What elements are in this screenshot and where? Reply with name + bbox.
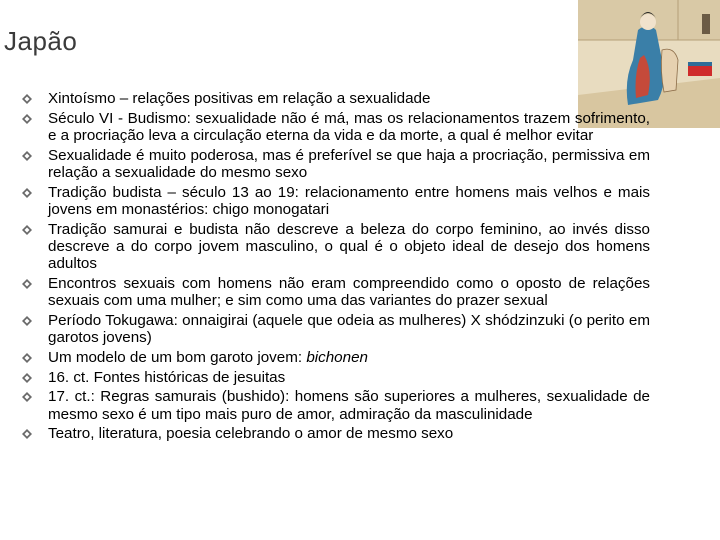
- bullet-list: [22, 90, 650, 445]
- bullet-icon: [22, 94, 32, 104]
- bullet-text: Tradição samurai e budista não descreve a beleza do corpo feminino, ao invés disso descreve a do corpo jovem masculino, o qual é o objeto ideal de desejo dos homens adultos: [48, 220, 650, 273]
- bullet-text: Encontros sexuais com homens não eram compreendido como o oposto de relações sexuais com uma mulher; e sim como uma das variantes do prazer sexual: [48, 275, 650, 310]
- bullet-item: [22, 147, 650, 182]
- bullet-item: [22, 90, 650, 107]
- bullet-item: [22, 275, 650, 310]
- bullet-item: [22, 425, 650, 442]
- bullet-text: Período Tokugawa: onnaigirai (aquele que odeia as mulheres) X shódzinzuki (o perito em garotos jovens): [48, 312, 650, 347]
- bullet-icon: [22, 188, 32, 198]
- bullet-item: [22, 349, 650, 366]
- bullet-item: [22, 184, 650, 219]
- bullet-icon: [22, 353, 32, 363]
- bullet-icon: [22, 429, 32, 439]
- bullet-text: 17. ct.: Regras samurais (bushido): homens são superiores a mulheres, sexualidade de mesmo sexo é um tipo mais puro de amor, admiração da masculinidade: [48, 388, 650, 423]
- bullet-icon: [22, 392, 32, 402]
- bullet-text: Sexualidade é muito poderosa, mas é preferível se que haja a procriação, permissiva em relação a sexualidade do mesmo sexo: [48, 146, 650, 181]
- bullet-text: Xintoísmo – relações positivas em relação a sexualidade: [48, 90, 431, 107]
- bullet-icon: [22, 114, 32, 124]
- bullet-text: 16. ct. Fontes históricas de jesuitas: [48, 368, 286, 386]
- bullet-text-emphasis: bichonen: [306, 349, 368, 366]
- bullet-text-prefix: Um modelo de um bom garoto jovem:: [48, 349, 307, 366]
- bullet-text: Século VI - Budismo: sexualidade não é má, mas os relacionamentos trazem sofrimento, e a procriação leva a circulação eterna da vida e da morte, a qual é melhor evitar: [48, 109, 650, 144]
- bullet-item: [22, 221, 650, 273]
- bullet-item: [22, 110, 650, 145]
- bullet-icon: [22, 373, 32, 383]
- bullet-icon: [22, 279, 32, 289]
- bullet-text: Teatro, literatura, poesia celebrando o amor de mesmo sexo: [48, 425, 454, 443]
- slide-title: Japão: [4, 26, 78, 56]
- bullet-icon: [22, 225, 32, 235]
- bullet-text: Tradição budista – século 13 ao 19: relacionamento entre homens mais velhos e mais jovens em monastérios: chigo monogatari: [48, 183, 650, 218]
- bullet-item: [22, 388, 650, 423]
- bullet-item: [22, 312, 650, 347]
- bullet-icon: [22, 316, 32, 326]
- bullet-item: [22, 369, 650, 386]
- bullet-icon: [22, 151, 32, 161]
